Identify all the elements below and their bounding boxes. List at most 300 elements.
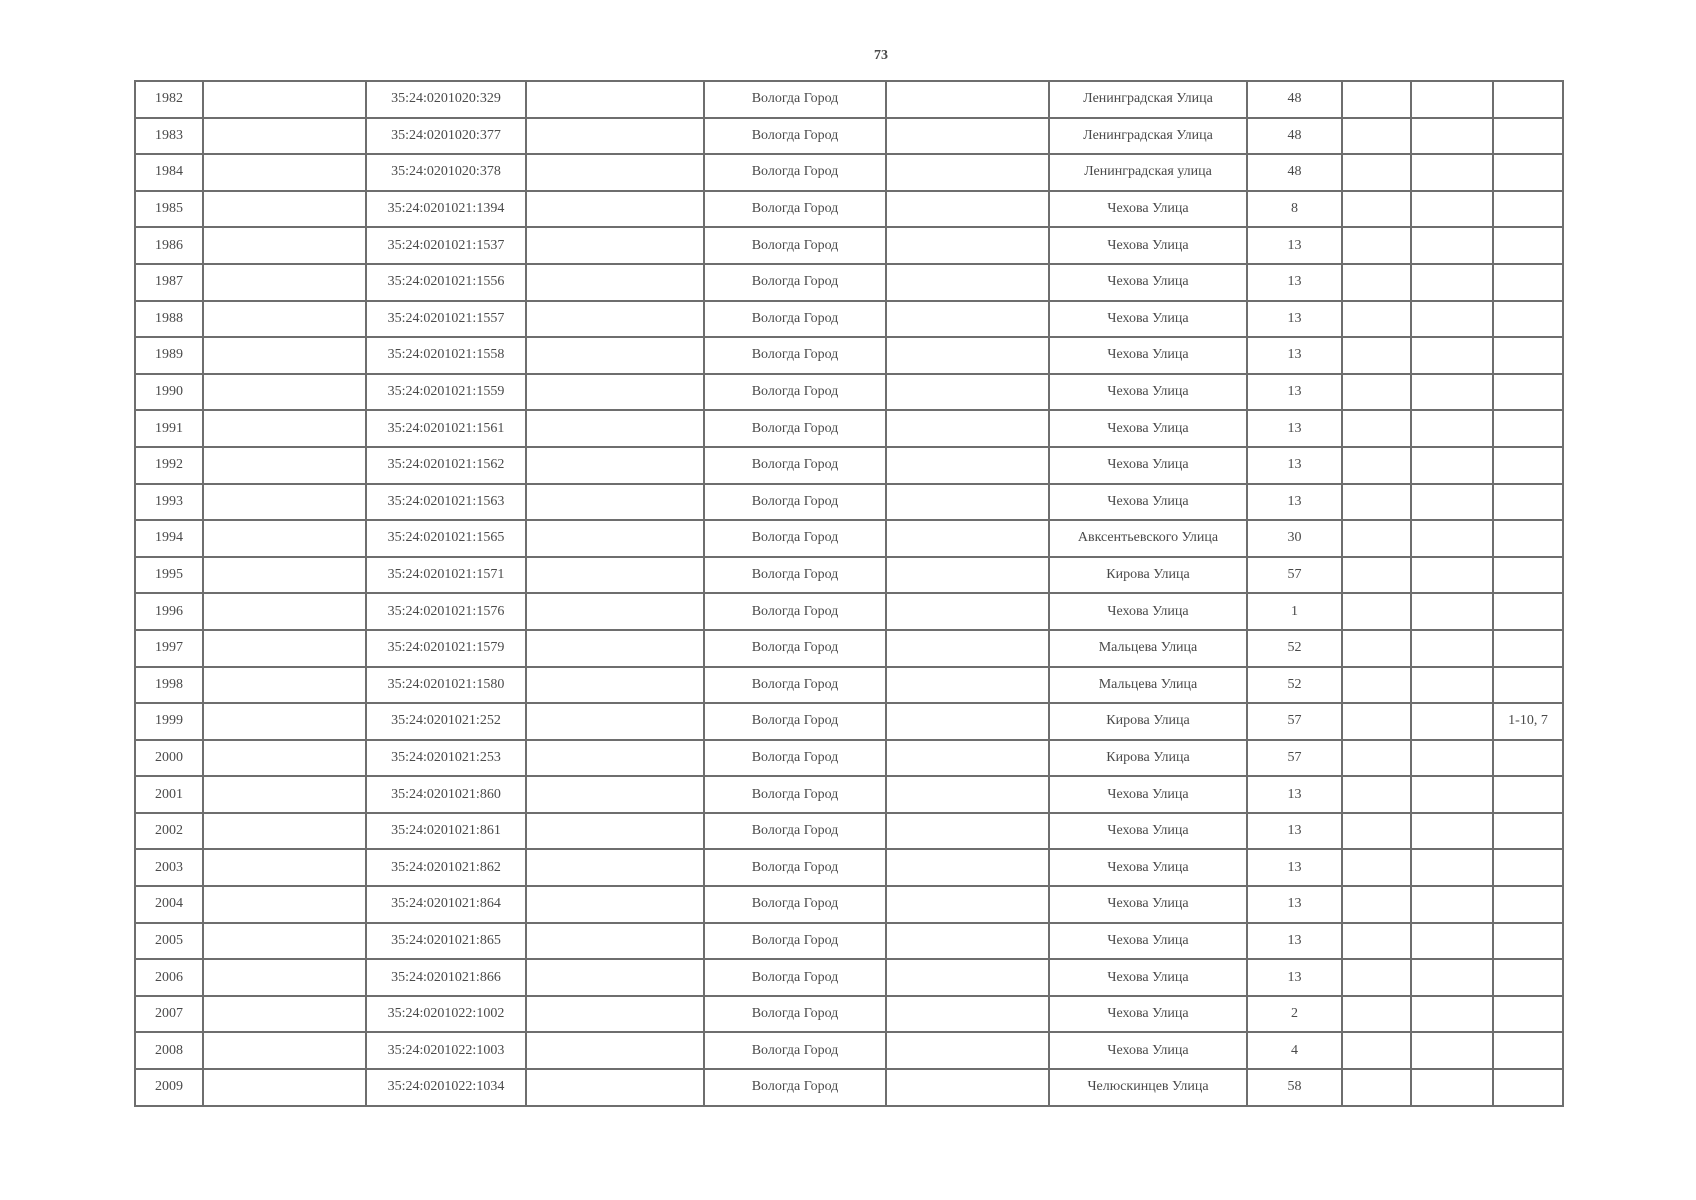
- city-cell: Вологда Город: [704, 996, 886, 1033]
- empty-cell: [203, 849, 366, 886]
- city-cell: Вологда Город: [704, 154, 886, 191]
- street-cell: Чехова Улица: [1049, 301, 1247, 338]
- cadastral-number-cell: 35:24:0201021:1394: [366, 191, 526, 228]
- empty-cell: [1411, 484, 1493, 521]
- empty-cell: [1411, 776, 1493, 813]
- empty-cell: [1411, 996, 1493, 1033]
- row-number-cell: 1999: [135, 703, 203, 740]
- empty-cell: [1411, 557, 1493, 594]
- empty-cell: [1342, 886, 1411, 923]
- empty-cell: [1411, 813, 1493, 850]
- table-row: [135, 703, 1563, 740]
- row-number-cell: 2000: [135, 740, 203, 777]
- empty-cell: [886, 1032, 1049, 1069]
- table-body: [135, 81, 1563, 1106]
- cadastral-number-cell: 35:24:0201021:1556: [366, 264, 526, 301]
- house-number-cell: 13: [1247, 959, 1342, 996]
- city-cell: Вологда Город: [704, 410, 886, 447]
- empty-cell: [1342, 81, 1411, 118]
- street-cell: Чехова Улица: [1049, 410, 1247, 447]
- empty-cell: [526, 191, 704, 228]
- empty-cell: [1411, 81, 1493, 118]
- registry-table: [134, 80, 1564, 1107]
- empty-cell: [1411, 849, 1493, 886]
- table-row: [135, 484, 1563, 521]
- empty-cell: [526, 740, 704, 777]
- street-cell: Мальцева Улица: [1049, 630, 1247, 667]
- house-number-cell: 13: [1247, 923, 1342, 960]
- empty-cell: [526, 227, 704, 264]
- table-row: [135, 1032, 1563, 1069]
- empty-cell: [886, 337, 1049, 374]
- street-cell: Кирова Улица: [1049, 557, 1247, 594]
- table-row: [135, 776, 1563, 813]
- street-cell: Чехова Улица: [1049, 1032, 1247, 1069]
- empty-cell: [1342, 813, 1411, 850]
- row-number-cell: 2004: [135, 886, 203, 923]
- row-number-cell: 1982: [135, 81, 203, 118]
- empty-cell: [886, 959, 1049, 996]
- empty-cell: [1411, 191, 1493, 228]
- street-cell: Чехова Улица: [1049, 484, 1247, 521]
- table-row: [135, 593, 1563, 630]
- city-cell: Вологда Город: [704, 520, 886, 557]
- empty-cell: [526, 923, 704, 960]
- table-row: [135, 118, 1563, 155]
- city-cell: Вологда Город: [704, 703, 886, 740]
- house-number-cell: 13: [1247, 813, 1342, 850]
- table-row: [135, 849, 1563, 886]
- table-row: [135, 959, 1563, 996]
- street-cell: Авксентьевского Улица: [1049, 520, 1247, 557]
- street-cell: Чехова Улица: [1049, 593, 1247, 630]
- row-number-cell: 1984: [135, 154, 203, 191]
- cadastral-number-cell: 35:24:0201020:329: [366, 81, 526, 118]
- house-number-cell: 13: [1247, 886, 1342, 923]
- city-cell: Вологда Город: [704, 849, 886, 886]
- city-cell: Вологда Город: [704, 557, 886, 594]
- empty-cell: [203, 923, 366, 960]
- street-cell: Чехова Улица: [1049, 959, 1247, 996]
- flats-cell: [1493, 593, 1563, 630]
- empty-cell: [1342, 849, 1411, 886]
- empty-cell: [886, 81, 1049, 118]
- cadastral-number-cell: 35:24:0201021:866: [366, 959, 526, 996]
- empty-cell: [1342, 703, 1411, 740]
- street-cell: Ленинградская Улица: [1049, 118, 1247, 155]
- empty-cell: [526, 557, 704, 594]
- street-cell: Чехова Улица: [1049, 264, 1247, 301]
- empty-cell: [1411, 959, 1493, 996]
- empty-cell: [1411, 447, 1493, 484]
- empty-cell: [886, 118, 1049, 155]
- row-number-cell: 1989: [135, 337, 203, 374]
- empty-cell: [1342, 154, 1411, 191]
- empty-cell: [203, 118, 366, 155]
- house-number-cell: 13: [1247, 776, 1342, 813]
- street-cell: Чехова Улица: [1049, 923, 1247, 960]
- empty-cell: [1342, 374, 1411, 411]
- row-number-cell: 1993: [135, 484, 203, 521]
- cadastral-number-cell: 35:24:0201021:1562: [366, 447, 526, 484]
- row-number-cell: 1985: [135, 191, 203, 228]
- table-row: [135, 264, 1563, 301]
- cadastral-number-cell: 35:24:0201021:1576: [366, 593, 526, 630]
- empty-cell: [1342, 191, 1411, 228]
- table-row: [135, 740, 1563, 777]
- house-number-cell: 13: [1247, 447, 1342, 484]
- empty-cell: [203, 886, 366, 923]
- table-row: [135, 996, 1563, 1033]
- city-cell: Вологда Город: [704, 593, 886, 630]
- city-cell: Вологда Город: [704, 776, 886, 813]
- cadastral-number-cell: 35:24:0201021:1571: [366, 557, 526, 594]
- empty-cell: [203, 227, 366, 264]
- empty-cell: [526, 410, 704, 447]
- table-row: [135, 154, 1563, 191]
- flats-cell: [1493, 81, 1563, 118]
- house-number-cell: 58: [1247, 1069, 1342, 1106]
- empty-cell: [203, 776, 366, 813]
- flats-cell: [1493, 118, 1563, 155]
- empty-cell: [1342, 959, 1411, 996]
- empty-cell: [1411, 520, 1493, 557]
- house-number-cell: 48: [1247, 118, 1342, 155]
- cadastral-number-cell: 35:24:0201021:1565: [366, 520, 526, 557]
- empty-cell: [203, 1069, 366, 1106]
- empty-cell: [1342, 484, 1411, 521]
- empty-cell: [526, 667, 704, 704]
- empty-cell: [1411, 227, 1493, 264]
- empty-cell: [526, 1069, 704, 1106]
- street-cell: Чехова Улица: [1049, 374, 1247, 411]
- empty-cell: [1342, 301, 1411, 338]
- empty-cell: [1411, 740, 1493, 777]
- empty-cell: [1411, 374, 1493, 411]
- flats-cell: [1493, 740, 1563, 777]
- empty-cell: [526, 301, 704, 338]
- street-cell: Чехова Улица: [1049, 996, 1247, 1033]
- flats-cell: [1493, 557, 1563, 594]
- flats-cell: [1493, 447, 1563, 484]
- empty-cell: [886, 410, 1049, 447]
- empty-cell: [203, 740, 366, 777]
- empty-cell: [886, 886, 1049, 923]
- empty-cell: [886, 849, 1049, 886]
- row-number-cell: 1995: [135, 557, 203, 594]
- street-cell: Чехова Улица: [1049, 776, 1247, 813]
- empty-cell: [526, 374, 704, 411]
- empty-cell: [1411, 923, 1493, 960]
- city-cell: Вологда Город: [704, 959, 886, 996]
- table-row: [135, 81, 1563, 118]
- city-cell: Вологда Город: [704, 740, 886, 777]
- table-row: [135, 301, 1563, 338]
- empty-cell: [203, 484, 366, 521]
- empty-cell: [1342, 923, 1411, 960]
- street-cell: Кирова Улица: [1049, 740, 1247, 777]
- empty-cell: [526, 703, 704, 740]
- house-number-cell: 13: [1247, 337, 1342, 374]
- street-cell: Чехова Улица: [1049, 191, 1247, 228]
- empty-cell: [526, 447, 704, 484]
- row-number-cell: 1997: [135, 630, 203, 667]
- city-cell: Вологда Город: [704, 227, 886, 264]
- empty-cell: [886, 740, 1049, 777]
- empty-cell: [1342, 557, 1411, 594]
- city-cell: Вологда Город: [704, 1032, 886, 1069]
- house-number-cell: 13: [1247, 410, 1342, 447]
- flats-cell: [1493, 154, 1563, 191]
- house-number-cell: 13: [1247, 849, 1342, 886]
- empty-cell: [526, 886, 704, 923]
- cadastral-number-cell: 35:24:0201020:377: [366, 118, 526, 155]
- flats-cell: [1493, 996, 1563, 1033]
- page-number: 73: [874, 48, 888, 63]
- table-row: [135, 227, 1563, 264]
- empty-cell: [1342, 520, 1411, 557]
- empty-cell: [1411, 593, 1493, 630]
- flats-cell: [1493, 520, 1563, 557]
- flats-cell: 1-10, 7: [1493, 703, 1563, 740]
- empty-cell: [526, 520, 704, 557]
- flats-cell: [1493, 630, 1563, 667]
- empty-cell: [203, 191, 366, 228]
- row-number-cell: 1998: [135, 667, 203, 704]
- house-number-cell: 52: [1247, 630, 1342, 667]
- empty-cell: [1342, 776, 1411, 813]
- empty-cell: [1411, 1069, 1493, 1106]
- city-cell: Вологда Город: [704, 118, 886, 155]
- empty-cell: [1411, 667, 1493, 704]
- empty-cell: [1411, 630, 1493, 667]
- row-number-cell: 1987: [135, 264, 203, 301]
- table-row: [135, 630, 1563, 667]
- flats-cell: [1493, 776, 1563, 813]
- table-row: [135, 191, 1563, 228]
- street-cell: Чехова Улица: [1049, 849, 1247, 886]
- empty-cell: [526, 154, 704, 191]
- table-row: [135, 923, 1563, 960]
- cadastral-number-cell: 35:24:0201021:864: [366, 886, 526, 923]
- empty-cell: [886, 703, 1049, 740]
- street-cell: Чехова Улица: [1049, 227, 1247, 264]
- house-number-cell: 1: [1247, 593, 1342, 630]
- cadastral-number-cell: 35:24:0201021:865: [366, 923, 526, 960]
- city-cell: Вологда Город: [704, 886, 886, 923]
- city-cell: Вологда Город: [704, 484, 886, 521]
- table-row: [135, 374, 1563, 411]
- flats-cell: [1493, 1069, 1563, 1106]
- empty-cell: [203, 1032, 366, 1069]
- cadastral-number-cell: 35:24:0201021:1579: [366, 630, 526, 667]
- street-cell: Чехова Улица: [1049, 337, 1247, 374]
- house-number-cell: 57: [1247, 557, 1342, 594]
- row-number-cell: 2003: [135, 849, 203, 886]
- empty-cell: [1342, 118, 1411, 155]
- empty-cell: [886, 154, 1049, 191]
- empty-cell: [203, 703, 366, 740]
- empty-cell: [1411, 337, 1493, 374]
- flats-cell: [1493, 886, 1563, 923]
- city-cell: Вологда Город: [704, 264, 886, 301]
- empty-cell: [886, 447, 1049, 484]
- cadastral-number-cell: 35:24:0201021:1558: [366, 337, 526, 374]
- empty-cell: [886, 667, 1049, 704]
- row-number-cell: 1991: [135, 410, 203, 447]
- table-row: [135, 667, 1563, 704]
- row-number-cell: 1990: [135, 374, 203, 411]
- flats-cell: [1493, 813, 1563, 850]
- row-number-cell: 2007: [135, 996, 203, 1033]
- cadastral-number-cell: 35:24:0201021:252: [366, 703, 526, 740]
- house-number-cell: 57: [1247, 740, 1342, 777]
- empty-cell: [886, 776, 1049, 813]
- empty-cell: [203, 410, 366, 447]
- empty-cell: [1411, 1032, 1493, 1069]
- empty-cell: [1411, 301, 1493, 338]
- flats-cell: [1493, 374, 1563, 411]
- table-row: [135, 447, 1563, 484]
- city-cell: Вологда Город: [704, 374, 886, 411]
- house-number-cell: 8: [1247, 191, 1342, 228]
- empty-cell: [203, 593, 366, 630]
- empty-cell: [886, 301, 1049, 338]
- house-number-cell: 13: [1247, 374, 1342, 411]
- empty-cell: [1342, 337, 1411, 374]
- street-cell: Ленинградская Улица: [1049, 81, 1247, 118]
- flats-cell: [1493, 410, 1563, 447]
- empty-cell: [203, 813, 366, 850]
- empty-cell: [886, 557, 1049, 594]
- table-row: [135, 410, 1563, 447]
- empty-cell: [1342, 1032, 1411, 1069]
- flats-cell: [1493, 1032, 1563, 1069]
- empty-cell: [886, 484, 1049, 521]
- street-cell: Челюскинцев Улица: [1049, 1069, 1247, 1106]
- empty-cell: [526, 118, 704, 155]
- empty-cell: [203, 996, 366, 1033]
- cadastral-number-cell: 35:24:0201021:1563: [366, 484, 526, 521]
- empty-cell: [886, 191, 1049, 228]
- city-cell: Вологда Город: [704, 1069, 886, 1106]
- empty-cell: [526, 959, 704, 996]
- house-number-cell: 4: [1247, 1032, 1342, 1069]
- empty-cell: [886, 593, 1049, 630]
- street-cell: Чехова Улица: [1049, 813, 1247, 850]
- street-cell: Чехова Улица: [1049, 447, 1247, 484]
- empty-cell: [886, 996, 1049, 1033]
- city-cell: Вологда Город: [704, 813, 886, 850]
- empty-cell: [203, 81, 366, 118]
- empty-cell: [886, 227, 1049, 264]
- cadastral-number-cell: 35:24:0201021:1561: [366, 410, 526, 447]
- empty-cell: [203, 557, 366, 594]
- empty-cell: [526, 264, 704, 301]
- cadastral-number-cell: 35:24:0201021:253: [366, 740, 526, 777]
- cadastral-number-cell: 35:24:0201021:1559: [366, 374, 526, 411]
- empty-cell: [1411, 264, 1493, 301]
- empty-cell: [1342, 447, 1411, 484]
- cadastral-number-cell: 35:24:0201021:860: [366, 776, 526, 813]
- street-cell: Ленинградская улица: [1049, 154, 1247, 191]
- empty-cell: [1342, 410, 1411, 447]
- street-cell: Мальцева Улица: [1049, 667, 1247, 704]
- empty-cell: [203, 520, 366, 557]
- empty-cell: [526, 1032, 704, 1069]
- city-cell: Вологда Город: [704, 191, 886, 228]
- empty-cell: [1342, 740, 1411, 777]
- empty-cell: [203, 374, 366, 411]
- flats-cell: [1493, 484, 1563, 521]
- flats-cell: [1493, 923, 1563, 960]
- empty-cell: [886, 1069, 1049, 1106]
- empty-cell: [526, 484, 704, 521]
- street-cell: Чехова Улица: [1049, 886, 1247, 923]
- flats-cell: [1493, 959, 1563, 996]
- empty-cell: [1411, 410, 1493, 447]
- city-cell: Вологда Город: [704, 630, 886, 667]
- empty-cell: [526, 849, 704, 886]
- empty-cell: [886, 630, 1049, 667]
- empty-cell: [886, 923, 1049, 960]
- row-number-cell: 1992: [135, 447, 203, 484]
- house-number-cell: 57: [1247, 703, 1342, 740]
- empty-cell: [1411, 118, 1493, 155]
- row-number-cell: 1996: [135, 593, 203, 630]
- empty-cell: [886, 374, 1049, 411]
- cadastral-number-cell: 35:24:0201021:1580: [366, 667, 526, 704]
- city-cell: Вологда Город: [704, 923, 886, 960]
- row-number-cell: 1988: [135, 301, 203, 338]
- cadastral-number-cell: 35:24:0201021:862: [366, 849, 526, 886]
- empty-cell: [1342, 264, 1411, 301]
- empty-cell: [1411, 886, 1493, 923]
- empty-cell: [1342, 996, 1411, 1033]
- empty-cell: [526, 630, 704, 667]
- house-number-cell: 2: [1247, 996, 1342, 1033]
- city-cell: Вологда Город: [704, 447, 886, 484]
- empty-cell: [1342, 1069, 1411, 1106]
- city-cell: Вологда Город: [704, 301, 886, 338]
- row-number-cell: 2001: [135, 776, 203, 813]
- flats-cell: [1493, 191, 1563, 228]
- empty-cell: [203, 301, 366, 338]
- empty-cell: [1342, 227, 1411, 264]
- house-number-cell: 52: [1247, 667, 1342, 704]
- house-number-cell: 48: [1247, 81, 1342, 118]
- flats-cell: [1493, 227, 1563, 264]
- row-number-cell: 1994: [135, 520, 203, 557]
- empty-cell: [1342, 630, 1411, 667]
- empty-cell: [1411, 703, 1493, 740]
- cadastral-number-cell: 35:24:0201021:1557: [366, 301, 526, 338]
- cadastral-number-cell: 35:24:0201020:378: [366, 154, 526, 191]
- empty-cell: [203, 447, 366, 484]
- empty-cell: [526, 337, 704, 374]
- empty-cell: [203, 630, 366, 667]
- flats-cell: [1493, 337, 1563, 374]
- table-row: [135, 813, 1563, 850]
- empty-cell: [1342, 593, 1411, 630]
- flats-cell: [1493, 849, 1563, 886]
- empty-cell: [203, 337, 366, 374]
- city-cell: Вологда Город: [704, 667, 886, 704]
- street-cell: Кирова Улица: [1049, 703, 1247, 740]
- empty-cell: [526, 81, 704, 118]
- empty-cell: [203, 264, 366, 301]
- flats-cell: [1493, 301, 1563, 338]
